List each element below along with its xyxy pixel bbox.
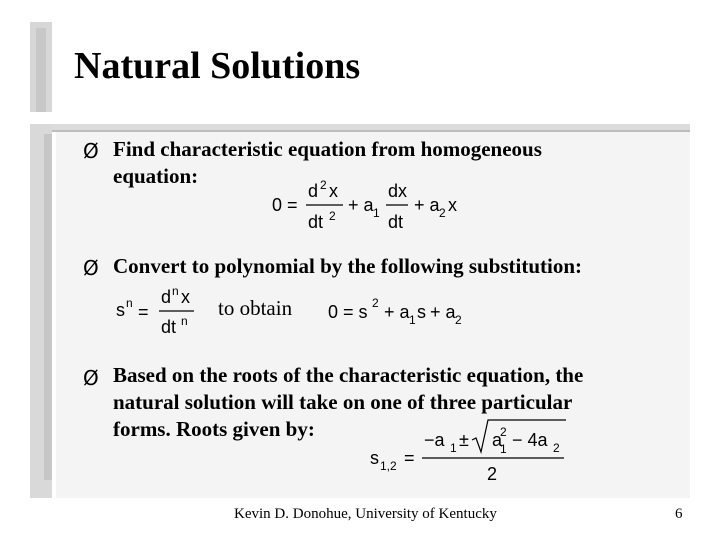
equation-substitution: [114, 282, 204, 342]
poly-a1: + a: [384, 302, 410, 322]
poly-sub1: 1: [409, 313, 416, 327]
bullet-marker-2: Ø: [83, 256, 99, 280]
roots-sub2: 2: [553, 441, 560, 455]
slide-title: Natural Solutions: [74, 45, 361, 87]
footer-author: Kevin D. Donohue, University of Kentucky: [234, 506, 497, 522]
roots-num-sub1: 1: [450, 441, 457, 455]
sub-s-n: n: [126, 296, 133, 310]
sub-s: s: [116, 300, 125, 320]
roots-sub1b: 1: [500, 442, 507, 456]
page-number: 6: [675, 506, 683, 522]
bullet-3-line3: forms. Roots given by:: [113, 417, 315, 441]
equation-polynomial: [326, 290, 486, 330]
sub-den-dt: dt: [161, 317, 177, 337]
bullet-marker-1: Ø: [83, 139, 99, 163]
sub-num-d: d: [161, 287, 172, 307]
eq1-lhs: 0 =: [272, 195, 298, 215]
poly-a2: + a: [430, 302, 456, 322]
eq1-num-x: x: [329, 181, 338, 201]
roots-den: 2: [487, 464, 498, 484]
eq1-plus-a2: + a: [414, 195, 440, 215]
eq1-x: x: [448, 195, 457, 215]
roots-pm: ±: [459, 430, 469, 450]
eq1-num-sq: 2: [320, 178, 327, 192]
roots-eq: =: [404, 448, 415, 468]
bullet-3-line2: natural solution will take on one of three particular: [113, 390, 573, 414]
roots-sub: 1,2: [380, 459, 397, 473]
equation-roots: [366, 416, 576, 488]
title-bar-inner: [36, 28, 46, 112]
bullet-3-line1: Based on the roots of the characteristic equation, the: [113, 363, 584, 387]
equation-homogeneous: [268, 176, 468, 236]
eq1-plus-a1: + a: [348, 195, 374, 215]
sub-num-x: x: [181, 287, 190, 307]
poly-lhs: 0 = s: [328, 302, 368, 322]
roots-a: a: [492, 430, 503, 450]
roots-sq: 2: [500, 425, 507, 439]
eq1-dt: dt: [388, 212, 404, 232]
eq1-dx: dx: [388, 181, 408, 201]
sub-den-n: n: [181, 314, 188, 328]
eq1-num-d: d: [308, 181, 319, 201]
eq1-den-sq: 2: [329, 209, 336, 223]
poly-sub2: 2: [455, 313, 462, 327]
to-obtain-text: to obtain: [218, 296, 293, 320]
bullet-1-line1: Find characteristic equation from homogeneous: [113, 137, 542, 161]
roots-num-a: −a: [424, 430, 445, 450]
poly-s: s: [417, 302, 426, 322]
roots-s: s: [370, 448, 379, 468]
eq1-den-dt: dt: [308, 212, 324, 232]
sub-num-n: n: [172, 284, 179, 298]
eq1-sub2: 2: [439, 206, 446, 220]
poly-sq: 2: [372, 296, 379, 310]
eq1-sub1: 1: [373, 206, 380, 220]
bullet-1-line2: equation:: [113, 164, 199, 188]
roots-minus4a: − 4a: [512, 430, 548, 450]
body-left-bar-inner: [44, 134, 52, 480]
sub-eq: =: [138, 302, 149, 322]
bullet-2-line1: Convert to polynomial by the following substitution:: [113, 254, 583, 278]
bullet-marker-3: Ø: [83, 366, 99, 390]
